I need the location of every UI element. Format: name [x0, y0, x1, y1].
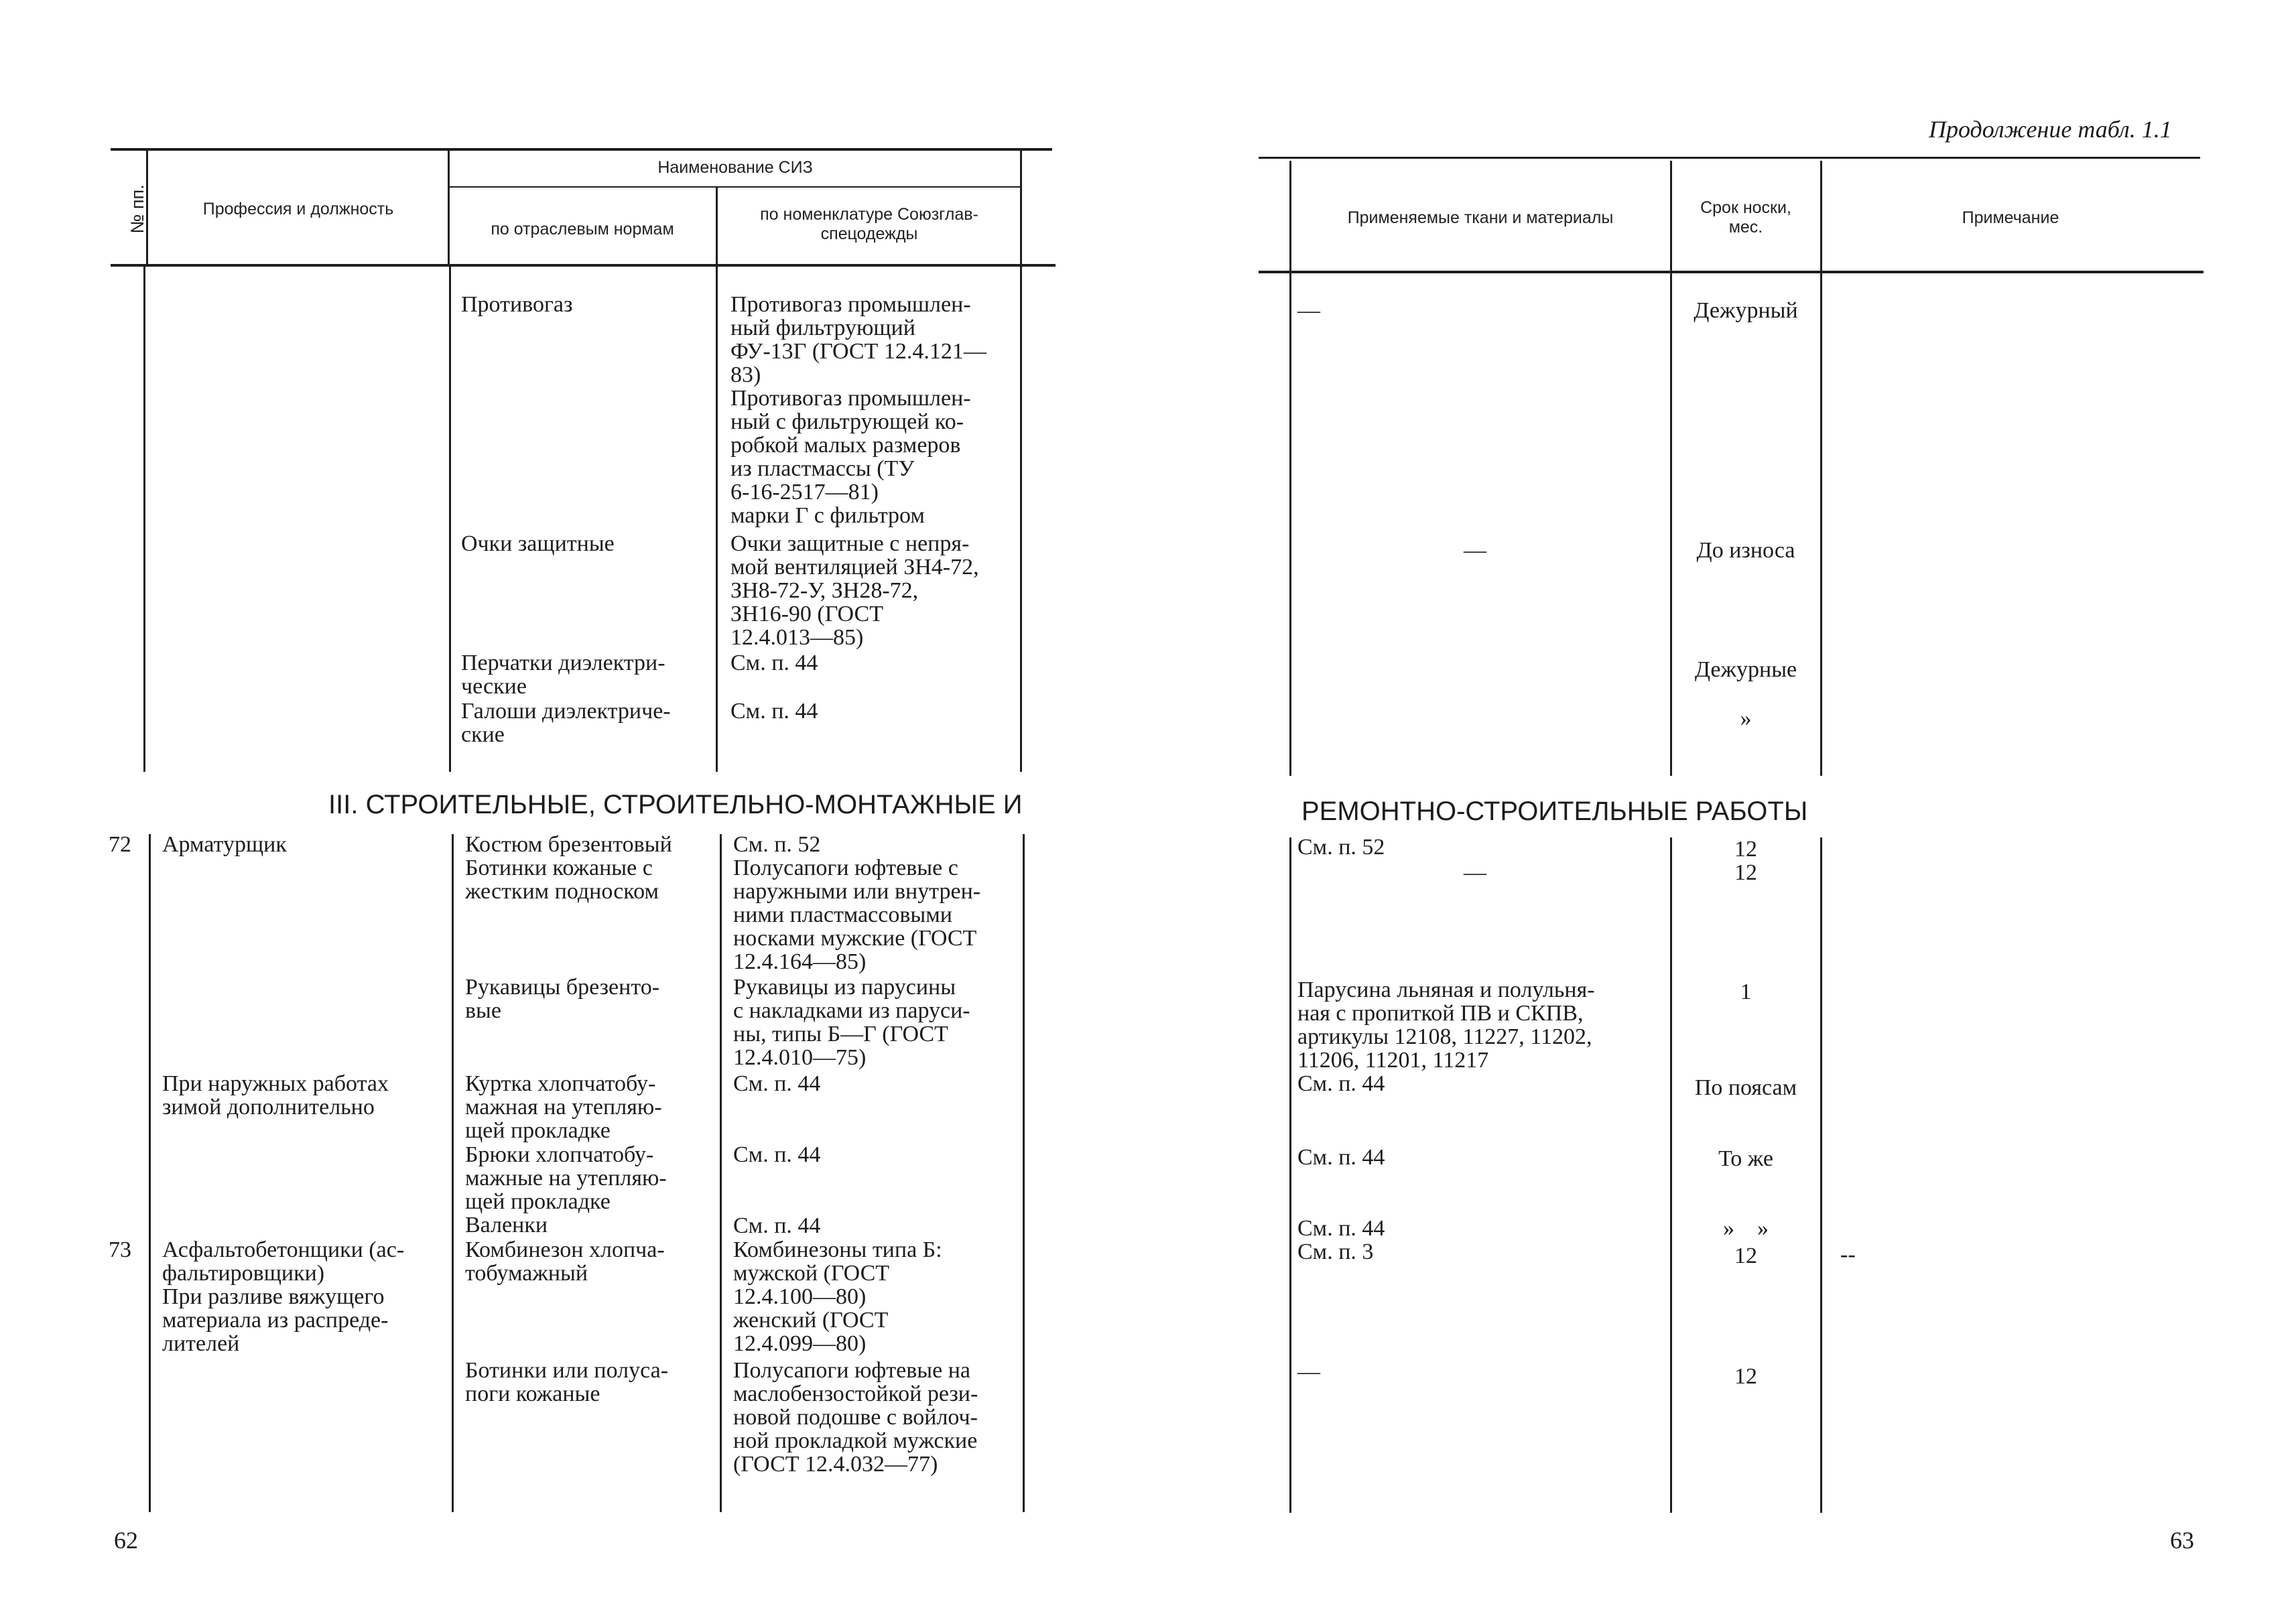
- right-col-line: [1670, 161, 1672, 271]
- notes-header: Примечание: [1962, 208, 2059, 227]
- nomenclature-cell: Рукавицы из парусины с накладками из паруси- ны, типы Б—Г (ГОСТ 12.4.010—75): [733, 975, 970, 1070]
- wear-cell: 12 12: [1734, 837, 1757, 885]
- industry-cell: Галоши диэлектриче- ские: [461, 699, 671, 747]
- left-col-line: [449, 267, 451, 772]
- siz-header: Наименование СИЗ: [657, 158, 813, 177]
- materials-header: Применяемые ткани и материалы: [1347, 208, 1614, 227]
- wear-cell: Дежурные: [1694, 657, 1797, 682]
- wear-cell: По поясам: [1694, 1075, 1797, 1100]
- num-header: № пп.: [127, 184, 147, 234]
- left-col-line: [143, 267, 145, 772]
- wear-cell: То же: [1718, 1146, 1773, 1171]
- row-number: 72: [109, 832, 131, 857]
- right-header-bottom-rule: [1259, 271, 2204, 273]
- wear-header: Срок носки, мес.: [1700, 198, 1791, 236]
- nomenclature-cell: Противогаз промышлен- ный фильтрующий ФУ-13Г (ГОСТ 12.4.121— 83) Противогаз промышлен- ный с фильтрующей ко- робкой малых размеров из пластмассы (ТУ 6-16-2517—81) марки Г с фильтром: [730, 292, 986, 528]
- profession-cell: Асфальтобетонщики (ас- фальтировщики) При разливе вяжущего материала из распреде- лителей: [162, 1237, 405, 1356]
- right-col-line: [1820, 837, 1822, 1513]
- notes-cell: --: [1840, 1242, 1856, 1267]
- materials-cell: —: [1464, 860, 1486, 885]
- row-number: 73: [109, 1237, 131, 1262]
- nomenclature-cell: См. п. 44: [730, 651, 818, 675]
- industry-cell: Перчатки диэлектри- ческие: [461, 651, 665, 699]
- wear-cell: 12: [1734, 1364, 1757, 1389]
- industry-cell: Костюм брезентовый Ботинки кожаные с жестким подноском: [465, 832, 672, 904]
- industry-cell: Комбинезон хлопча- тобумажный: [465, 1237, 665, 1286]
- industry-header: по отраслевым нормам: [491, 220, 674, 239]
- nomenclature-cell: Очки защитные с непря- мой вентиляцией ЗН4-72, ЗН8-72-У, ЗН28-72, ЗН16-90 (ГОСТ 12.4.013—85): [730, 531, 979, 650]
- profession-header: Профессия и должность: [202, 200, 394, 218]
- industry-cell: Очки защитные: [461, 531, 615, 556]
- left-header-top-rule: [111, 148, 1052, 151]
- right-col-line: [1670, 837, 1672, 1513]
- continuation-label: Продолжение табл. 1.1: [1929, 116, 2172, 143]
- nomenclature-cell: См. п. 52 Полусапоги юфтевые с наружными или внутрен- ними пластмассовыми носками мужские (ГОСТ 12.4.164—85): [733, 832, 981, 974]
- left-col-line: [149, 834, 151, 1512]
- left-col-line: [720, 834, 722, 1512]
- wear-cell: » »: [1723, 1216, 1769, 1241]
- wear-cell: До износа: [1696, 538, 1795, 563]
- profession-cell: Арматурщик: [162, 832, 287, 857]
- page-number-right: 63: [2170, 1527, 2194, 1554]
- profession-cell: При наружных работах зимой дополнительно: [162, 1071, 389, 1120]
- section-title-right: РЕМОНТНО-СТРОИТЕЛЬНЫЕ РАБОТЫ: [1301, 797, 1808, 826]
- left-col-line: [1020, 151, 1022, 266]
- materials-cell: —: [1464, 538, 1486, 563]
- left-siz-subrule: [449, 186, 1022, 188]
- page-number-left: 62: [114, 1527, 138, 1554]
- nomenclature-cell: См. п. 44: [733, 1071, 821, 1096]
- industry-cell: Противогаз: [461, 292, 573, 317]
- nomenclature-cell: См. п. 44: [730, 699, 818, 724]
- nomenclature-header: по номенклатуре Союзглав- спецодежды: [760, 205, 978, 243]
- materials-cell: См. п. 52: [1297, 835, 1385, 860]
- right-col-line: [1820, 161, 1822, 271]
- left-col-line: [1023, 834, 1025, 1512]
- wear-cell: Дежурный: [1694, 298, 1798, 323]
- industry-cell: Брюки хлопчатобу- мажные на утепляю- щей прокладке Валенки: [465, 1142, 667, 1237]
- materials-cell: —: [1297, 298, 1320, 323]
- left-col-line: [452, 834, 454, 1512]
- nomenclature-cell: Комбинезоны типа Б: мужской (ГОСТ 12.4.100—80) женский (ГОСТ 12.4.099—80): [733, 1237, 942, 1356]
- wear-cell: 12: [1734, 1243, 1757, 1268]
- left-col-line: [716, 188, 718, 266]
- left-header-bottom-rule: [111, 264, 1056, 267]
- section-title-left: III. СТРОИТЕЛЬНЫЕ, СТРОИТЕЛЬНО-МОНТАЖНЫЕ И: [328, 790, 1023, 819]
- industry-cell: Ботинки или полуса- поги кожаные: [465, 1358, 669, 1406]
- industry-cell: Куртка хлопчатобу- мажная на утепляю- щей прокладке: [465, 1071, 662, 1143]
- left-col-line: [716, 267, 718, 772]
- right-col-line: [1670, 273, 1672, 776]
- nomenclature-cell: См. п. 44: [733, 1213, 821, 1238]
- materials-cell: —: [1297, 1359, 1320, 1384]
- materials-cell: Парусина льняная и полульня- ная с пропиткой ПВ и СКПВ, артикулы 12108, 11227, 11202, 11206, 11201, 11217 См. п. 44: [1297, 977, 1595, 1096]
- wear-cell: »: [1740, 706, 1752, 731]
- left-col-line: [1020, 267, 1022, 772]
- right-col-line: [1289, 837, 1291, 1513]
- right-header-top-rule: [1259, 157, 2200, 159]
- right-col-line: [1289, 273, 1291, 776]
- right-col-line: [1289, 161, 1291, 271]
- right-col-line: [1820, 273, 1822, 776]
- nomenclature-cell: См. п. 44: [733, 1142, 821, 1167]
- left-col-line: [448, 151, 450, 266]
- industry-cell: Рукавицы брезенто- вые: [465, 975, 660, 1023]
- nomenclature-cell: Полусапоги юфтевые на маслобензостойкой рези- новой подошве с войлоч- ной прокладкой мужские (ГОСТ 12.4.032—77): [733, 1358, 978, 1477]
- wear-cell: 1: [1740, 979, 1752, 1004]
- materials-cell: См. п. 44 См. п. 3: [1297, 1216, 1385, 1264]
- materials-cell: См. п. 44: [1297, 1145, 1385, 1170]
